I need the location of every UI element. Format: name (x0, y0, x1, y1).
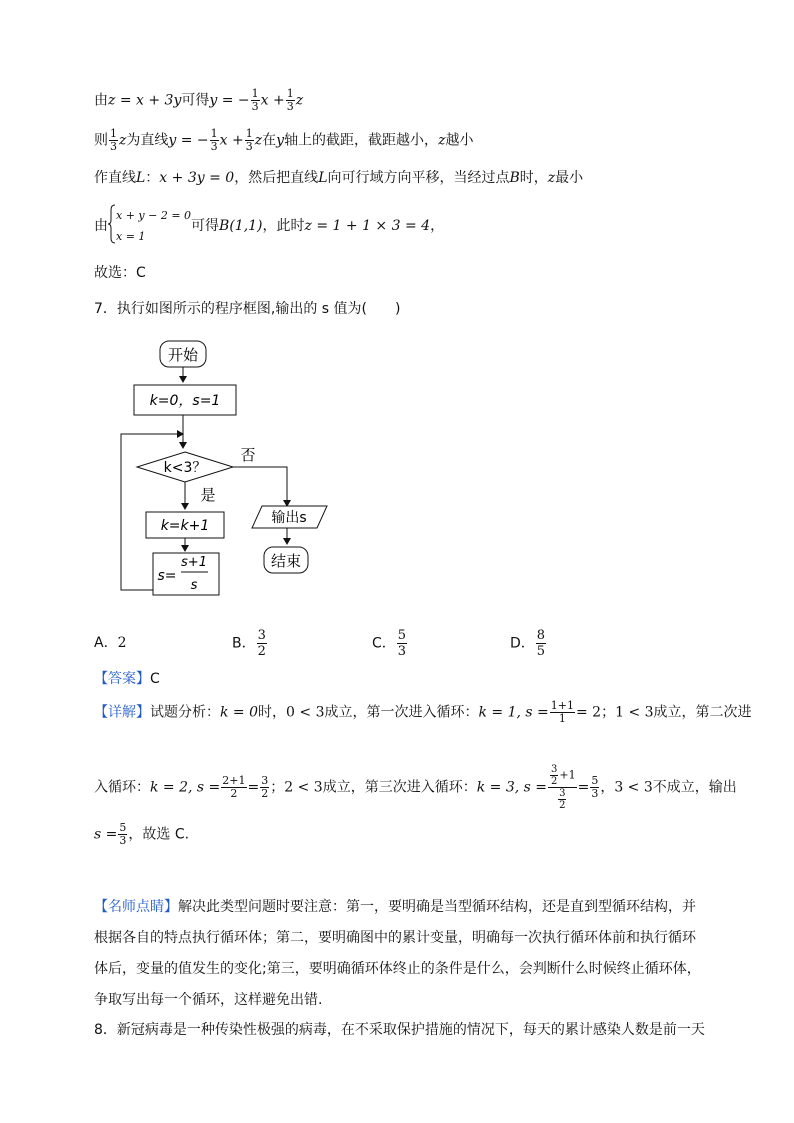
fraction (590, 775, 599, 800)
var: y (276, 132, 285, 149)
option-label: A． (94, 635, 118, 651)
text: 试题分析： (150, 704, 220, 721)
end-label: 结束 (270, 552, 302, 570)
text: 可得 (191, 218, 220, 234)
denominator: 3 (119, 834, 127, 847)
text: 在 (262, 132, 277, 149)
yes-label: 是 (200, 486, 216, 504)
text: 时， (519, 170, 548, 186)
equation: k = 2, s = (150, 779, 221, 796)
tip-line-4: 争取写出每一个循环，这样避免出错. (94, 992, 323, 1008)
tip-line-3: 体后，变量的值发生的变化;第三，要明确循环体终止的条件是什么，会判断什么时候终止循环体， (94, 961, 701, 977)
question-8-stem: 8．新冠病毒是一种传染性极强的病毒，在不采取保护措施的情况下，每天的累计感染人数是前一天 (94, 1022, 705, 1038)
equation: = 2 (576, 704, 602, 721)
start-label: 开始 (167, 346, 199, 364)
numerator: 5 (119, 821, 127, 834)
text: ， (600, 779, 615, 796)
text: 成立，第一次进入循环： (324, 704, 479, 721)
denominator: 2 (230, 787, 238, 800)
option-label: B． (232, 635, 256, 652)
denominator: 3 (397, 644, 407, 659)
solution-line-1 (94, 88, 303, 113)
var: L (318, 170, 328, 186)
text: 则 (94, 132, 108, 149)
text: ，此时 (262, 218, 305, 234)
text: 时， (258, 704, 287, 721)
text: 轴上的截距，截距越小， (284, 132, 439, 149)
equation: x = 1 (116, 230, 146, 243)
denominator: 3 (591, 787, 599, 800)
fraction (257, 628, 267, 659)
init-label: k=0，s=1 (149, 393, 221, 409)
numerator: 5 (591, 774, 599, 787)
equation: y = − (168, 132, 209, 149)
denominator: 2 (551, 776, 558, 787)
option-c[interactable] (372, 628, 408, 659)
fraction: $\frac{1}{3}$ (251, 87, 259, 113)
text: ： (145, 170, 160, 186)
equation: x + 3y = 0 (159, 170, 235, 186)
answer-tag: 【答案】 (94, 671, 150, 687)
equation: k = 1, s = (478, 704, 549, 721)
solution-line-4 (94, 204, 444, 248)
detail-tag: 【详解】 (94, 704, 150, 721)
equation: k = 3, s = (476, 779, 547, 796)
increment-label: k=k+1 (160, 518, 210, 534)
flowchart (112, 338, 352, 610)
denominator: 2 (261, 787, 269, 800)
denominator: 2 (559, 800, 566, 811)
text: 作直线 (94, 170, 136, 186)
var: z (547, 170, 556, 186)
var: B (509, 170, 520, 186)
tip-line-2: 根据各自的特点执行循环体；第二，要明确图中的累计变量，明确每一次执行循环体前和执行循环 (94, 930, 696, 946)
numerator: 2+1 (222, 774, 246, 787)
numerator: 5 (397, 628, 407, 643)
equation: x + y − 2 = 0 (116, 209, 192, 222)
compound-fraction (548, 764, 577, 811)
fraction: $\frac{1}{3}$ (210, 127, 218, 153)
fraction (260, 775, 269, 800)
denominator: 1 (558, 712, 566, 725)
fraction (536, 628, 546, 659)
option-a[interactable] (94, 632, 127, 652)
text: ； (270, 779, 285, 796)
equation-part: x + (260, 92, 285, 109)
question-7-stem: 7．执行如图所示的程序框图,输出的 s 值为( ) (94, 301, 401, 317)
update-numerator: s+1 (181, 555, 207, 570)
equation: 3 < 3 (614, 779, 653, 796)
equation: z = x + 3y (108, 92, 182, 109)
option-value: 2 (117, 635, 127, 651)
equation: s = (94, 826, 118, 843)
equation: 0 < 3 (286, 704, 325, 721)
numerator: 3 (261, 774, 269, 787)
text: 由 (94, 92, 108, 109)
text: 由 (94, 218, 108, 234)
previous-answer: 故选：C (94, 265, 146, 281)
text: 成立，第二次进 (653, 704, 752, 721)
text: 最小 (555, 170, 584, 186)
equation: k = 0 (220, 704, 259, 721)
answer-value: C (150, 671, 160, 687)
fraction: $\frac{1}{3}$ (286, 87, 294, 113)
option-label: C． (372, 635, 396, 652)
equation-system (116, 205, 191, 247)
text: ； (601, 704, 616, 721)
var: z (119, 132, 127, 149)
text: 越小 (445, 132, 474, 149)
solution-line-2 (94, 128, 473, 153)
equation: 2 < 3 (284, 779, 323, 796)
text: 为直线 (126, 132, 169, 149)
denominator: 2 (257, 644, 266, 659)
option-d[interactable] (510, 628, 547, 659)
text: 入循环： (94, 779, 150, 796)
solution-line-3 (94, 167, 583, 187)
brace-icon (108, 204, 116, 248)
equation-part: z (295, 92, 304, 109)
text: ，故选 C. (128, 826, 190, 843)
plus-one: +1 (559, 768, 576, 782)
var: L (136, 170, 146, 186)
text: ， (430, 218, 445, 234)
option-b[interactable] (232, 628, 268, 659)
decision-label: k<3？ (163, 460, 207, 476)
point: B(1,1) (219, 218, 263, 234)
text: 成立，第三次进入循环： (322, 779, 477, 796)
detail-line-1 (94, 700, 752, 725)
tip-tag: 【名师点睛】 (94, 899, 178, 915)
equation-part: x + (219, 132, 244, 149)
equation: = (247, 779, 260, 796)
update-lhs: s= (157, 568, 177, 584)
fraction (397, 628, 407, 659)
equation: z = 1 + 1 × 3 = 4 (304, 218, 431, 234)
equation: y = − (209, 92, 250, 109)
fraction (550, 700, 575, 725)
denominator: 5 (536, 644, 546, 659)
fraction: $\frac{1}{3}$ (245, 127, 253, 153)
text: 向可行域方向平移，当经过点 (327, 170, 510, 186)
text: 不成立，输出 (652, 779, 737, 796)
numerator: 8 (536, 628, 546, 643)
detail-line-3 (94, 822, 189, 847)
numerator: 3 (257, 628, 266, 643)
fraction (221, 775, 246, 800)
numerator: 1+1 (550, 699, 574, 712)
var: z (438, 132, 446, 149)
output-label: 输出s (271, 510, 307, 526)
no-label: 否 (240, 446, 256, 464)
numerator: 3 (551, 764, 558, 775)
equation: = (577, 779, 590, 796)
text: 可得 (181, 92, 210, 109)
fraction (118, 822, 127, 847)
equation: 1 < 3 (615, 704, 654, 721)
answer-line (94, 668, 160, 688)
tip-line-1 (94, 896, 696, 916)
fraction: $\frac{1}{3}$ (110, 127, 117, 153)
detail-line-2 (94, 764, 737, 811)
tip-text: 解决此类型问题时要注意：第一，要明确是当型循环结构，还是直到型循环结构，并 (178, 899, 696, 915)
numerator: 3 (559, 788, 566, 799)
update-denominator: s (190, 578, 198, 593)
equation-part: z (254, 132, 263, 149)
option-label: D． (510, 635, 535, 652)
text: ，然后把直线 (234, 170, 319, 186)
